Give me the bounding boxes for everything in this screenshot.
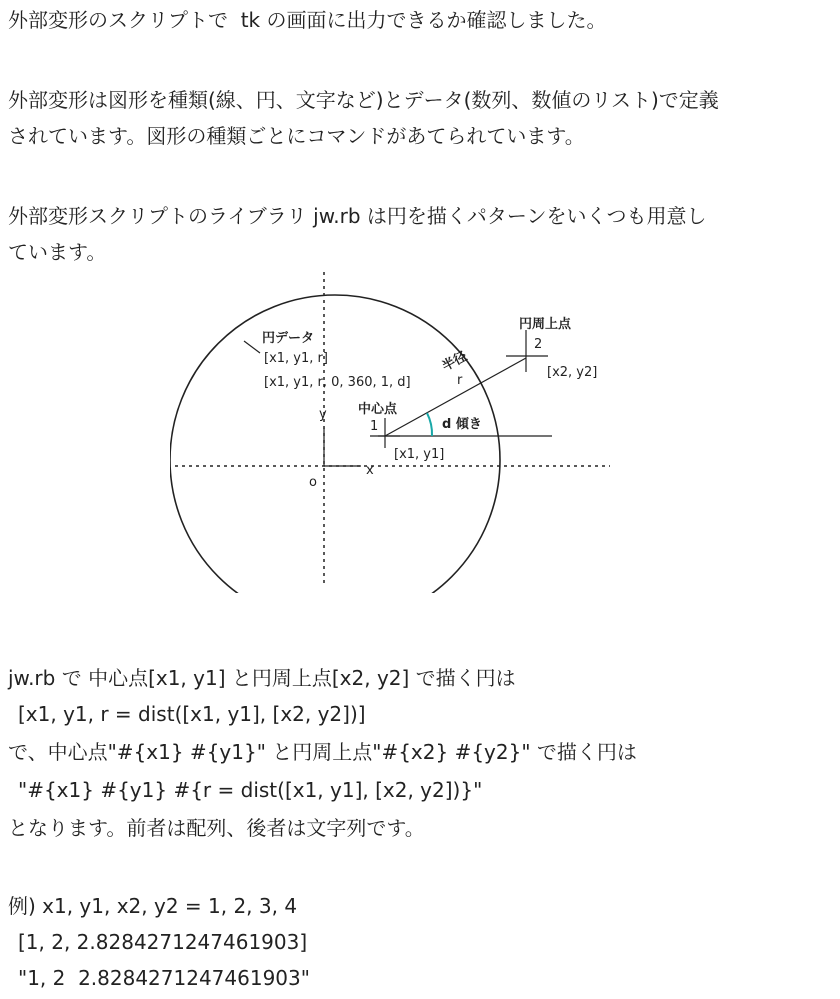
circ-point-coords: [x2, y2] xyxy=(547,365,598,380)
code-string: "#{x1} #{y1} #{r = dist([x1, y1], [x2, y2])}" xyxy=(18,778,483,802)
paragraph-intro: 外部変形のスクリプトで tk の画面に出力できるか確認しました。 xyxy=(8,8,607,32)
paragraph-definition-2: されています。図形の種類ごとにコマンドがあてられています。 xyxy=(8,124,585,148)
circ-point-number: 2 xyxy=(534,337,543,352)
code-array: [x1, y1, r = dist([x1, y1], [x2, y2])] xyxy=(18,702,366,726)
y-axis-label: y xyxy=(319,407,327,422)
center-label: 中心点 xyxy=(358,402,398,417)
paragraph-definition-1: 外部変形は図形を種類(線、円、文字など)とデータ(数列、数値のリスト)で定義 xyxy=(8,88,719,112)
leader-line xyxy=(244,341,260,353)
x-axis-label: x xyxy=(366,463,374,478)
paragraph-jw-3: となります。前者は配列、後者は文字列です。 xyxy=(8,816,425,840)
example-string: "1, 2 2.8284271247461903" xyxy=(18,966,310,990)
angle-label: d 傾き xyxy=(442,417,482,432)
angle-arc xyxy=(427,413,432,436)
paragraph-library-1: 外部変形スクリプトのライブラリ jw.rb は円を描くパターンをいくつも用意し xyxy=(8,204,707,228)
circ-point-label: 円周上点 xyxy=(519,317,572,332)
circle-data-array-2: [x1, y1, r, 0, 360, 1, d] xyxy=(264,375,411,390)
radius-symbol: r xyxy=(457,373,463,388)
example-array: [1, 2, 2.8284271247461903] xyxy=(18,930,308,954)
example-heading: 例) x1, y1, x2, y2 = 1, 2, 3, 4 xyxy=(8,894,298,918)
paragraph-jw-1: jw.rb で 中心点[x1, y1] と円周上点[x2, y2] で描く円は xyxy=(8,666,516,690)
radius-label: 半径 xyxy=(439,349,470,375)
center-number: 1 xyxy=(370,419,379,434)
circle-outline xyxy=(170,295,500,593)
paragraph-library-2: ています。 xyxy=(8,240,107,264)
circle-data-array-1: [x1, y1, r] xyxy=(264,351,328,366)
circle-diagram xyxy=(170,268,620,593)
paragraph-jw-2: で、中心点"#{x1} #{y1}" と円周上点"#{x2} #{y2}" で描く円は xyxy=(8,740,637,764)
origin-label: o xyxy=(309,475,317,490)
center-coords: [x1, y1] xyxy=(394,447,445,462)
circle-data-label: 円データ xyxy=(262,331,315,346)
